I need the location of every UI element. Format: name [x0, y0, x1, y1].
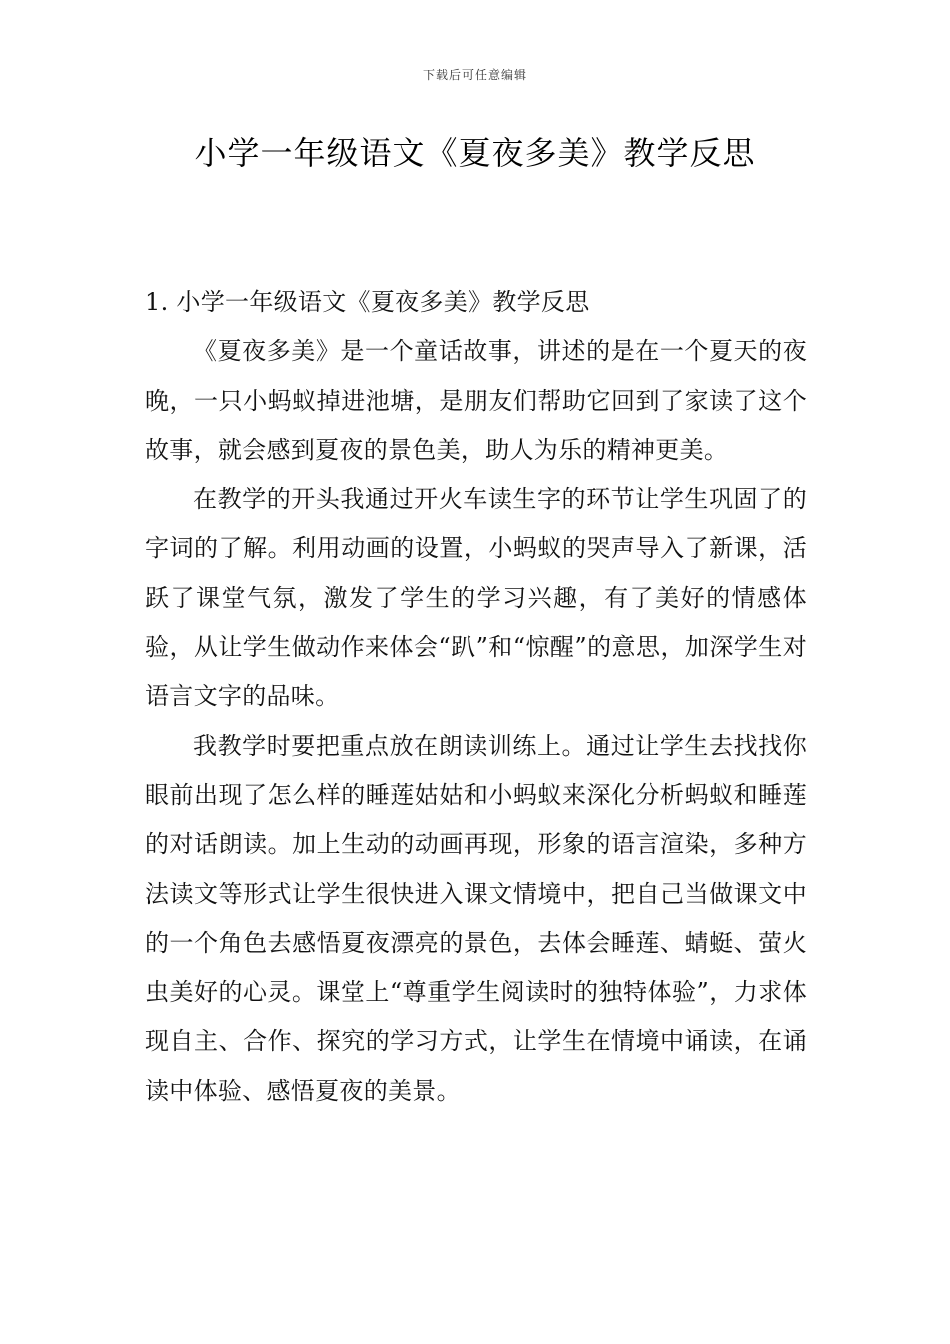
header-note: 下载后可任意编辑: [422, 68, 527, 82]
paragraph: 《夏夜多美》是一个童话故事，讲述的是在一个夏天的夜晚，一只小蚂蚁掉进池塘，是朋友们帮助它回到了家读了这个故事，就会感到夏夜的景色美，助人为乐的精神更美。: [145, 337, 807, 464]
paragraph: 我教学时要把重点放在朗读训练上。通过让学生去找找你眼前出现了怎么样的睡莲姑姑和小蚂蚁来深化分析蚂蚁和睡莲的对话朗读。加上生动的动画再现，形象的语言渲染，多种方法读文等形式让学生很快进入课文情境中，把自己当做课文中的一个角色去感悟夏夜漂亮的景色，去体会睡莲、蜻蜓、萤火虫美好的心灵。课堂上“尊重学生阅读时的独特体验”，力求体现自主、合作、探究的学习方式，让学生在情境中诵读，在诵读中体验、感悟夏夜的美景。: [145, 731, 807, 1105]
section-heading: 1. 小学一年级语文《夏夜多美》教学反思: [145, 288, 590, 316]
paragraph: 在教学的开头我通过开火车读生字的环节让学生巩固了的字词的了解。利用动画的设置，小蚂蚁的哭声导入了新课，活跃了课堂气氛，激发了学生的学习兴趣，有了美好的情感体验，从让学生做动作来体会“趴”和“惊醒”的意思，加深学生对语言文字的品味。: [145, 485, 807, 711]
document-title: 小学一年级语文《夏夜多美》教学反思: [194, 134, 756, 172]
document-body: [145, 278, 807, 1116]
